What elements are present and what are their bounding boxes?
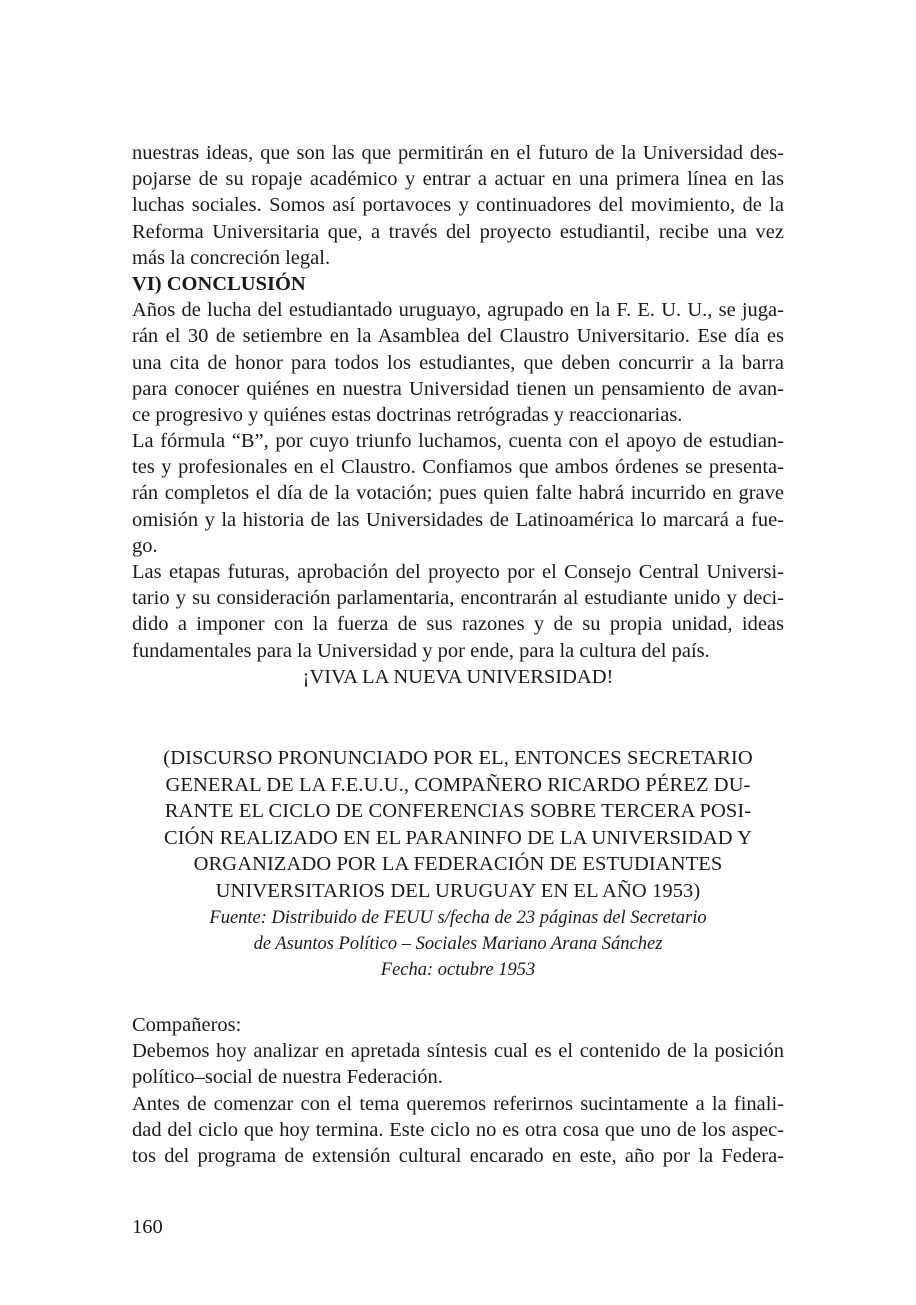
source-line: de Asuntos Político – Sociales Mariano Arana Sánchez <box>253 933 663 954</box>
text-line: para conocer quiénes en nuestra Universidad tienen un pensamiento de avan- <box>132 377 784 400</box>
text-line: Debemos hoy analizar en apretada síntesis cual es el contenido de la posición <box>132 1040 784 1063</box>
text-line: Años de lucha del estudiantado uruguayo, agrupado en la F. E. U. U., se juga- <box>132 299 784 322</box>
text-line: ce progresivo y quiénes estas doctrinas retrógradas y reaccionarias. <box>132 403 683 426</box>
speech-title-line: UNIVERSITARIOS DEL URUGUAY EN EL AÑO 1953) <box>215 879 701 902</box>
body-text-bottom <box>132 1012 784 1169</box>
text-line: fundamentales para la Universidad y por ende, para la cultura del país. <box>132 639 710 662</box>
page-number: 160 <box>132 1216 163 1238</box>
text-line: una cita de honor para todos los estudiantes, que deben concurrir a la barra <box>132 351 784 374</box>
text-line: Antes de comenzar con el tema queremos referirnos sucintamente a la finali- <box>132 1092 784 1115</box>
text-line: dad del ciclo que hoy termina. Este ciclo no es otra cosa que uno de los aspec- <box>132 1118 784 1141</box>
speech-title-line: ORGANIZADO POR LA FEDERACIÓN DE ESTUDIANTES <box>193 853 723 876</box>
text-line: nuestras ideas, que son las que permitirán en el futuro de la Universidad des- <box>132 142 784 164</box>
text-line: rán completos el día de la votación; pues quien falte habrá incurrido en grave <box>132 482 784 505</box>
text-line: tario y su consideración parlamentaria, encontrarán al estudiante unido y deci- <box>132 587 784 610</box>
slogan: ¡VIVA LA NUEVA UNIVERSIDAD! <box>302 665 614 688</box>
text-line: más la concreción legal. <box>132 246 331 269</box>
body-text-top <box>132 140 784 690</box>
text-line: rán el 30 de setiembre en la Asamblea del Claustro Universitario. Ese día es <box>132 325 784 348</box>
text-line: tes y profesionales en el Claustro. Confiamos que ambos órdenes se presenta- <box>132 456 784 479</box>
speech-title-line: CIÓN REALIZADO EN EL PARANINFO DE LA UNIVERSIDAD Y <box>163 826 753 849</box>
speech-title-line: RANTE EL CICLO DE CONFERENCIAS SOBRE TERCERA POSI- <box>164 800 752 823</box>
text-line: La fórmula “B”, por cuyo triunfo luchamos, cuenta con el apoyo de estudian- <box>132 430 784 453</box>
text-line: Reforma Universitaria que, a través del proyecto estudiantil, recibe una vez <box>132 220 784 243</box>
text-line: luchas sociales. Somos así portavoces y continuadores del movimiento, de la <box>132 194 784 217</box>
greeting: Compañeros: <box>132 1014 242 1036</box>
text-line: dido a imponer con la fuerza de sus razones y de su propia unidad, ideas <box>132 613 784 636</box>
text-line: Las etapas futuras, aprobación del proyecto por el Consejo Central Universi- <box>132 561 784 583</box>
text-line: go. <box>132 534 158 557</box>
text-line: omisión y la historia de las Universidades de Latinoamérica lo marcará a fue- <box>132 508 784 531</box>
source-date: Fecha: octubre 1953 <box>380 959 536 980</box>
source-line: Fuente: Distribuido de FEUU s/fecha de 23 páginas del Secretario <box>209 907 707 928</box>
text-line: pojarse de su ropaje académico y entrar a actuar en una primera línea en las <box>132 168 784 191</box>
speech-header <box>132 745 784 983</box>
text-line: tos del programa de extensión cultural encarado en este, año por la Federa- <box>132 1144 784 1167</box>
speech-title-line: (DISCURSO PRONUNCIADO POR EL, ENTONCES SECRETARIO <box>163 747 753 769</box>
speech-title-line: GENERAL DE LA F.E.U.U., COMPAÑERO RICARDO PÉREZ DU- <box>165 773 751 796</box>
text-line: político–social de nuestra Federación. <box>132 1066 443 1089</box>
section-heading: VI) CONCLUSIÓN <box>132 272 306 295</box>
